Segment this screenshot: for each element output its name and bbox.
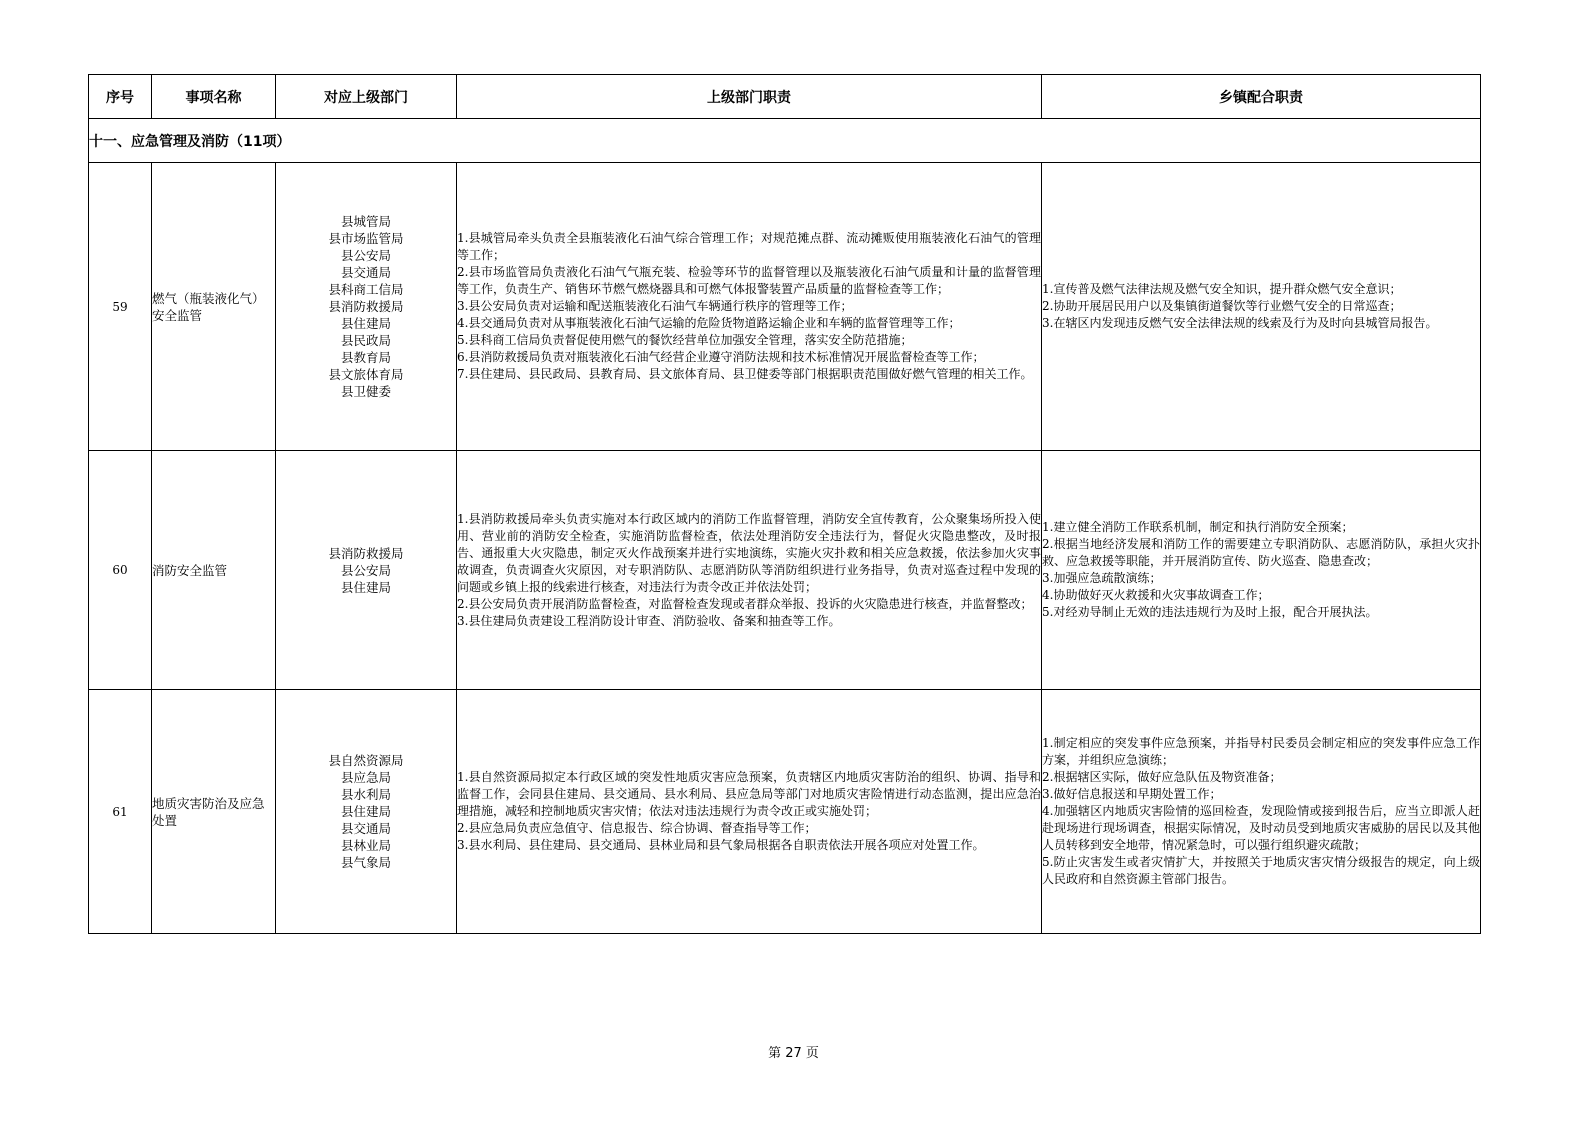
upper-duty-cell xyxy=(457,451,1042,690)
town-duty-cell xyxy=(1042,451,1481,690)
dept-name: 县住建局 xyxy=(340,804,391,819)
town-duty-item: 2.根据当地经济发展和消防工作的需要建立专职消防队、志愿消防队，承担火灾扑救、应急救援等职能，并开展消防宣传、防火巡查、隐患查改； xyxy=(1042,537,1480,568)
header-name: 事项名称 xyxy=(152,75,276,119)
dept-name: 县水利局 xyxy=(340,787,391,802)
dept-name: 县城管局 xyxy=(340,214,391,229)
dept-name: 县消防救援局 xyxy=(328,299,404,314)
header-num: 序号 xyxy=(89,75,152,119)
town-duty-item: 3.在辖区内发现违反燃气安全法律法规的线索及行为及时向县城管局报告。 xyxy=(1042,316,1438,330)
upper-duty-cell xyxy=(457,163,1042,451)
dept-name: 县公安局 xyxy=(340,562,391,578)
town-duty-cell xyxy=(1042,163,1481,451)
dept-name: 县住建局 xyxy=(340,316,391,331)
upper-duty-cell xyxy=(457,690,1042,934)
town-duty-item: 3.加强应急疏散演练； xyxy=(1042,571,1162,585)
dept-cell xyxy=(276,451,457,690)
row-number: 61 xyxy=(89,690,152,934)
upper-duty-item: 4.县交通局负责对从事瓶装液化石油气运输的危险货物道路运输企业和车辆的监督管理等工作； xyxy=(457,316,961,330)
item-name: 地质灾害防治及应急处置 xyxy=(152,690,276,934)
dept-name: 县林业局 xyxy=(340,838,391,853)
section-row xyxy=(89,119,1481,163)
header-dept: 对应上级部门 xyxy=(276,75,457,119)
upper-duty-item: 3.县水利局、县住建局、县交通局、县林业局和县气象局根据各自职责依法开展各项应对处置工作。 xyxy=(457,838,985,852)
dept-name: 县市场监管局 xyxy=(328,231,404,246)
dept-cell xyxy=(276,690,457,934)
town-duty-item: 5.对经劝导制止无效的违法违规行为及时上报，配合开展执法。 xyxy=(1042,605,1378,619)
dept-name: 县文旅体育局 xyxy=(328,367,404,382)
upper-duty-item: 6.县消防救援局负责对瓶装液化石油气经营企业遵守消防法规和技术标准情况开展监督检查等工作； xyxy=(457,350,985,364)
header-row xyxy=(89,75,1481,119)
town-duty-item: 1.制定相应的突发事件应急预案，并指导村民委员会制定相应的突发事件应急工作方案，并组织应急演练； xyxy=(1042,736,1480,767)
dept-name: 县消防救援局 xyxy=(328,545,404,561)
dept-name: 县交通局 xyxy=(340,265,391,280)
town-duty-item: 4.协助做好灭火救援和火灾事故调查工作； xyxy=(1042,588,1270,602)
dept-name: 县卫健委 xyxy=(340,384,391,399)
town-duty-item: 4.加强辖区内地质灾害险情的巡回检查，发现险情或接到报告后，应当立即派人赶赴现场进行现场调查，根据实际情况，及时动员受到地质灾害威胁的居民以及其他人员转移到安全地带，情况紧急时，可以强行组织避灾疏散； xyxy=(1042,804,1480,852)
upper-duty-item: 2.县市场监管局负责液化石油气气瓶充装、检验等环节的监督管理以及瓶装液化石油气质量和计量的监督管理等工作，负责生产、销售环节燃气燃烧器具和可燃气体报警装置产品质量的监督检查等工作； xyxy=(457,265,1041,296)
dept-cell xyxy=(276,163,457,451)
dept-name: 县气象局 xyxy=(340,855,391,870)
town-duty-item: 5.防止灾害发生或者灾情扩大，并按照关于地质灾害灾情分级报告的规定，向上级人民政府和自然资源主管部门报告。 xyxy=(1042,855,1480,886)
upper-duty-item: 2.县公安局负责开展消防监督检查，对监督检查发现或者群众举报、投诉的火灾隐患进行核查，并监督整改； xyxy=(457,596,1033,611)
dept-name: 县应急局 xyxy=(340,770,391,785)
row-number: 60 xyxy=(89,451,152,690)
dept-name: 县科商工信局 xyxy=(328,282,404,297)
page-number: 第 27 页 xyxy=(768,1046,819,1061)
town-duty-item: 2.根据辖区实际，做好应急队伍及物资准备； xyxy=(1042,770,1282,784)
section-title: 十一、应急管理及消防（11项） xyxy=(89,119,1481,163)
item-name: 消防安全监管 xyxy=(152,451,276,690)
town-duty-item: 1.建立健全消防工作联系机制，制定和执行消防安全预案； xyxy=(1042,520,1354,534)
upper-duty-item: 1.县城管局牵头负责全县瓶装液化石油气综合管理工作；对规范摊点群、流动摊贩使用瓶装液化石油气的管理等工作； xyxy=(457,231,1041,262)
town-duty-item: 1.宣传普及燃气法律法规及燃气安全知识，提升群众燃气安全意识； xyxy=(1042,282,1402,296)
upper-duty-item: 1.县自然资源局拟定本行政区域的突发性地质灾害应急预案，负责辖区内地质灾害防治的组织、协调、指导和监督工作，会同县住建局、县交通局、县水利局、县应急局等部门对地质灾害险情进行动态监测，提出应急治理措施，减轻和控制地质灾害灾情；依法对违法违规行为责令改正或实施处罚； xyxy=(457,770,1041,818)
dept-name: 县教育局 xyxy=(340,350,391,365)
dept-name: 县交通局 xyxy=(340,821,391,836)
upper-duty-item: 2.县应急局负责应急值守、信息报告、综合协调、督查指导等工作； xyxy=(457,821,817,835)
header-town-duty: 乡镇配合职责 xyxy=(1042,75,1481,119)
town-duty-cell xyxy=(1042,690,1481,934)
dept-name: 县自然资源局 xyxy=(328,753,404,768)
dept-name: 县住建局 xyxy=(340,579,391,595)
upper-duty-item: 3.县公安局负责对运输和配送瓶装液化石油气车辆通行秩序的管理等工作； xyxy=(457,299,853,313)
table-row xyxy=(89,690,1481,934)
upper-duty-item: 5.县科商工信局负责督促使用燃气的餐饮经营单位加强安全管理，落实安全防范措施； xyxy=(457,333,913,347)
dept-name: 县公安局 xyxy=(340,248,391,263)
item-name: 燃气（瓶装液化气）安全监管 xyxy=(152,163,276,451)
upper-duty-item: 7.县住建局、县民政局、县教育局、县文旅体育局、县卫健委等部门根据职责范围做好燃气管理的相关工作。 xyxy=(457,367,1033,381)
upper-duty-item: 1.县消防救援局牵头负责实施对本行政区域内的消防工作监督管理，消防安全宣传教育，公众聚集场所投入使用、营业前的消防安全检查，实施消防监督检查，依法处理消防安全违法行为，督促火灾隐患整改，及时报告、通报重大火灾隐患，制定灭火作战预案并进行实地演练，实施火灾扑救和相关应急救援，依法参加火灾事故调查，负责调查火灾原因，对专职消防队、志愿消防队等消防组织进行业务指导，负责对巡查过程中发现的问题或乡镇上报的线索进行核查，对违法行为责令改正并依法处罚； xyxy=(457,511,1041,594)
town-duty-item: 3.做好信息报送和早期处置工作； xyxy=(1042,787,1222,801)
upper-duty-item: 3.县住建局负责建设工程消防设计审查、消防验收、备案和抽查等工作。 xyxy=(457,613,841,628)
table-row xyxy=(89,163,1481,451)
header-upper-duty: 上级部门职责 xyxy=(457,75,1042,119)
row-number: 59 xyxy=(89,163,152,451)
duty-table xyxy=(88,74,1481,934)
table-row xyxy=(89,451,1481,690)
town-duty-item: 2.协助开展居民用户以及集镇街道餐饮等行业燃气安全的日常巡查； xyxy=(1042,299,1402,313)
dept-name: 县民政局 xyxy=(340,333,391,348)
